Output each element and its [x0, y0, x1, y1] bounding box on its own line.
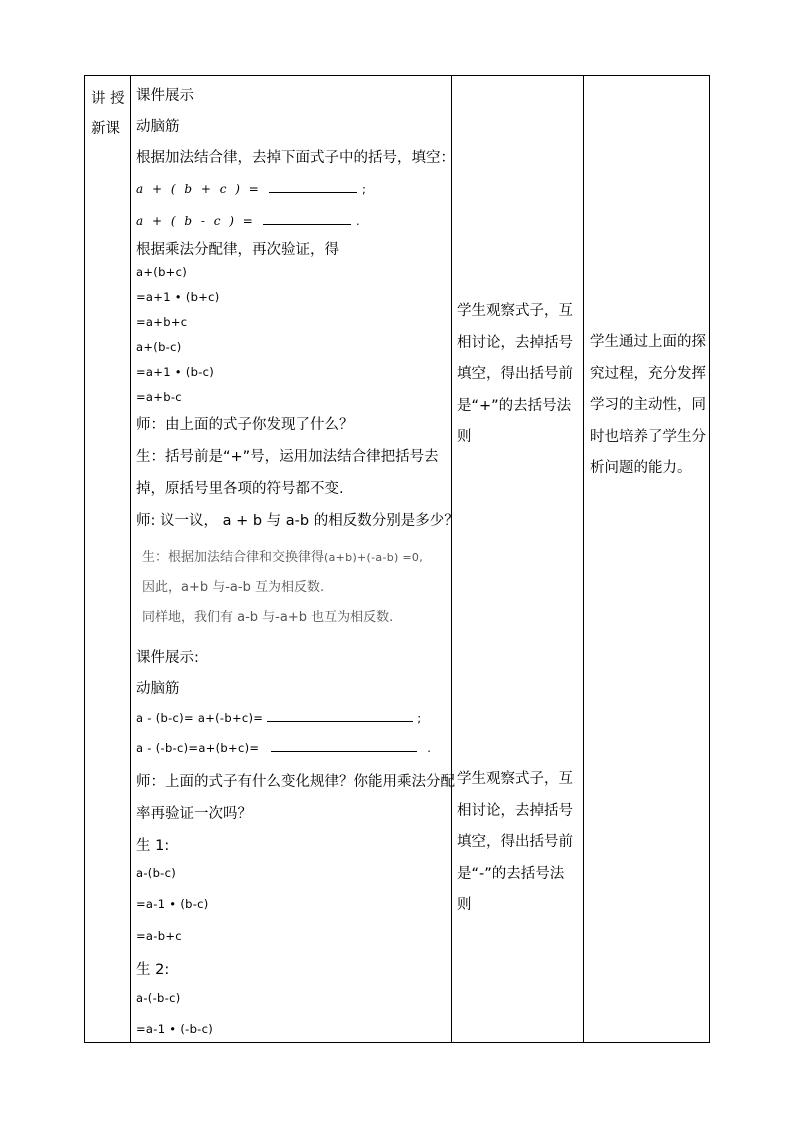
- pasted-note-text: 生：根据加法结合律和交换律得: [142, 550, 325, 565]
- stage-cell: [85, 76, 130, 144]
- equation-line: a+(b-c): [136, 340, 182, 354]
- answer-blank: [269, 180, 357, 193]
- content-line: 根据加法结合律，去掉下面式子中的括号，填空：: [136, 150, 455, 166]
- formula-text: a + ( b - c ) =: [136, 214, 253, 228]
- pasted-note-formula: (a+b)+(-a-b) =0,: [324, 551, 424, 564]
- pasted-note-line: [142, 546, 423, 565]
- column-divider: [130, 76, 131, 1042]
- formula-text: a + ( b + c ) =: [136, 182, 259, 196]
- equation-line: =a-1 • (-b-c): [136, 1022, 214, 1036]
- content-line: 师：上面的式子有什么变化规律？你能用乘法分配: [136, 774, 455, 790]
- activity-line: 相讨论，去掉括号: [457, 802, 573, 819]
- activity-paragraph: [457, 296, 573, 454]
- intent-line: 时也培养了学生分: [590, 428, 706, 445]
- content-line: 师：由上面的式子你发现了什么？: [136, 417, 354, 433]
- answer-blank: [267, 709, 413, 722]
- content-line: 动脑筋: [136, 681, 180, 697]
- equation-line: =a-1 • (b-c): [136, 897, 209, 911]
- formula-end: .: [427, 741, 432, 755]
- column-divider: [583, 76, 584, 1042]
- stage-label-line2: 新课: [91, 121, 120, 137]
- equation-line: =a+b-c: [136, 390, 182, 404]
- fill-blank-formula: [136, 212, 360, 229]
- content-line: 率再验证一次吗？: [136, 806, 252, 822]
- formula-end: ;: [417, 711, 422, 725]
- activity-line: 则: [457, 897, 472, 913]
- equation-line: a+(b+c): [136, 265, 188, 279]
- equation-line: =a+1 • (b+c): [136, 290, 220, 304]
- content-line: 根据乘法分配律，再次验证，得: [136, 242, 339, 258]
- activity-line: 是“+”的去括号法: [457, 397, 572, 414]
- stage-label-line1: 讲 授: [91, 91, 125, 107]
- fill-blank-formula: [136, 739, 431, 755]
- content-line: 动脑筋: [136, 119, 180, 135]
- activity-line: 相讨论，去掉括号: [457, 334, 573, 351]
- activity-paragraph: [457, 764, 573, 922]
- activity-line: 填空，得出括号前: [457, 834, 573, 850]
- activity-line: 则: [457, 429, 472, 445]
- formula-end: .: [356, 214, 360, 228]
- equation-line: a-(-b-c): [136, 991, 181, 1005]
- activity-line: 是“-”的去括号法: [457, 865, 565, 882]
- formula-text: a - (b-c)= a+(-b+c)=: [136, 711, 264, 725]
- activity-line: 填空，得出括号前: [457, 366, 573, 382]
- content-line: 生 2:: [136, 962, 170, 978]
- content-line: 课件展示: [136, 88, 194, 104]
- intent-line: 学生通过上面的探: [590, 334, 706, 350]
- activity-line: 学生观察式子，互: [457, 303, 573, 319]
- answer-blank: [271, 739, 417, 752]
- answer-blank: [263, 212, 351, 225]
- lesson-table: [84, 75, 710, 1043]
- fill-blank-formula: [136, 180, 366, 197]
- intent-line: 究过程，充分发挥: [590, 365, 706, 382]
- equation-line: =a-b+c: [136, 929, 182, 943]
- pasted-note-line: 同样地，我们有 a-b 与-a+b 也互为相反数.: [142, 610, 394, 625]
- content-line: 师: 议一议， a + b 与 a-b 的相反数分别是多少？: [136, 513, 459, 529]
- intent-line: 析问题的能力。: [590, 460, 692, 476]
- formula-text: a - (-b-c)=a+(b+c)=: [136, 741, 260, 755]
- intent-line: 学习的主动性，同: [590, 397, 706, 413]
- activity-line: 学生观察式子，互: [457, 771, 573, 787]
- formula-end: ;: [362, 182, 367, 196]
- intent-paragraph: [590, 327, 706, 485]
- content-line: 课件展示:: [136, 650, 199, 666]
- equation-line: a-(b-c): [136, 866, 177, 880]
- equation-line: =a+b+c: [136, 315, 188, 329]
- content-line: 生 1:: [136, 838, 170, 854]
- content-line: 生：括号前是“+”号，运用加法结合律把括号去: [136, 449, 439, 465]
- content-line: 掉，原括号里各项的符号都不变.: [136, 481, 344, 497]
- pasted-note-line: 因此，a+b 与-a-b 互为相反数.: [142, 580, 325, 595]
- column-divider: [451, 76, 452, 1042]
- equation-line: =a+1 • (b-c): [136, 365, 215, 379]
- fill-blank-formula: [136, 709, 421, 725]
